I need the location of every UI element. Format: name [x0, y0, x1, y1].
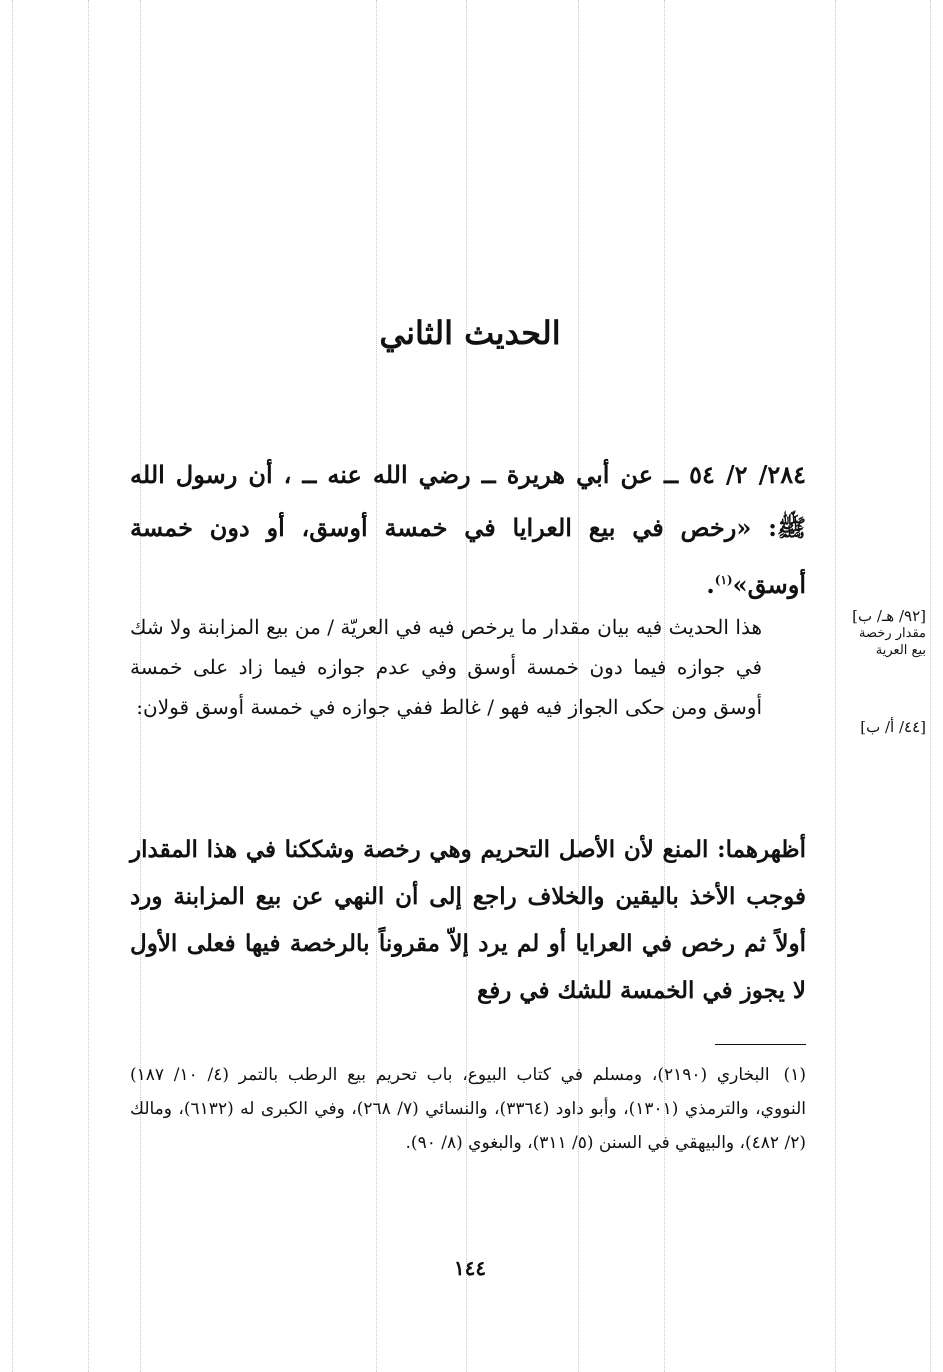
hadith-body: ٢٨٤/ ٢/ ٥٤ ــ عن أبي هريرة ــ رضي الله عنه ــ ، أن رسول الله ﷺ: «رخص في بيع العرايا في خمسة أوسق، أو دون خمسة أوسق»	[130, 460, 807, 599]
footnote-marker: (١)	[783, 1065, 806, 1085]
margin-heading-line: بيع العرية	[875, 643, 926, 658]
column-guide	[930, 0, 931, 1372]
page-number: ١٤٤	[453, 1256, 487, 1280]
hadith-text	[130, 448, 806, 611]
chapter-title: الحديث الثاني	[379, 314, 561, 352]
hadith-end: .	[706, 570, 715, 599]
footnote-separator	[715, 1044, 806, 1045]
argument-paragraph	[130, 826, 806, 1014]
column-guide	[835, 0, 836, 1372]
commentary-text: هذا الحديث فيه بيان مقدار ما يرخص فيه في العريّة / من بيع المزابنة ولا شك في جوازه فيما دون خمسة أوسق وفي عدم جوازه فيما زاد على خمسة أوسق ومن حكى الجواز فيه فهو / غالط ففي جوازه في خمسة أوسق قولان:	[130, 615, 762, 719]
column-guide	[88, 0, 89, 1372]
footnote-reference: (١)	[714, 573, 733, 587]
footnotes	[130, 1058, 806, 1160]
column-guide	[12, 0, 13, 1372]
margin-heading-line: مقدار رخصة	[859, 626, 926, 641]
footnote-item	[130, 1058, 806, 1160]
margin-note	[806, 608, 926, 659]
commentary-paragraph	[130, 607, 806, 727]
margin-ref: [٩٢/ هـ/ ب]	[852, 607, 926, 625]
footnote-text: البخاري (٢١٩٠)، ومسلم في كتاب البيوع، باب تحريم بيع الرطب بالتمر (٤/ ١٠/ ١٨٧) النووي، والترمذي (١٣٠١)، وأبو داود (٣٣٦٤)، والنسائي (٧/ ٢٦٨)، وفي الكبرى له (٦١٣٢)، ومالك (٢/ ٤٨٢)، والبيهقي في السنن (٥/ ٣١١)، والبغوي (٨/ ٩٠).	[130, 1065, 807, 1153]
argument-text: أظهرهما: المنع لأن الأصل التحريم وهي رخصة وشككنا في هذا المقدار فوجب الأخذ باليقين والخلاف راجع إلى أن النهي عن بيع المزابنة ورد أولاً ثم رخص في العرايا أو لم يرد إلاّ مقروناً بالرخصة فيها فعلى الأول لا يجوز في الخمسة للشك في رفع	[130, 836, 806, 1004]
margin-ref: [٤٤/ أ/ ب]	[860, 718, 926, 736]
